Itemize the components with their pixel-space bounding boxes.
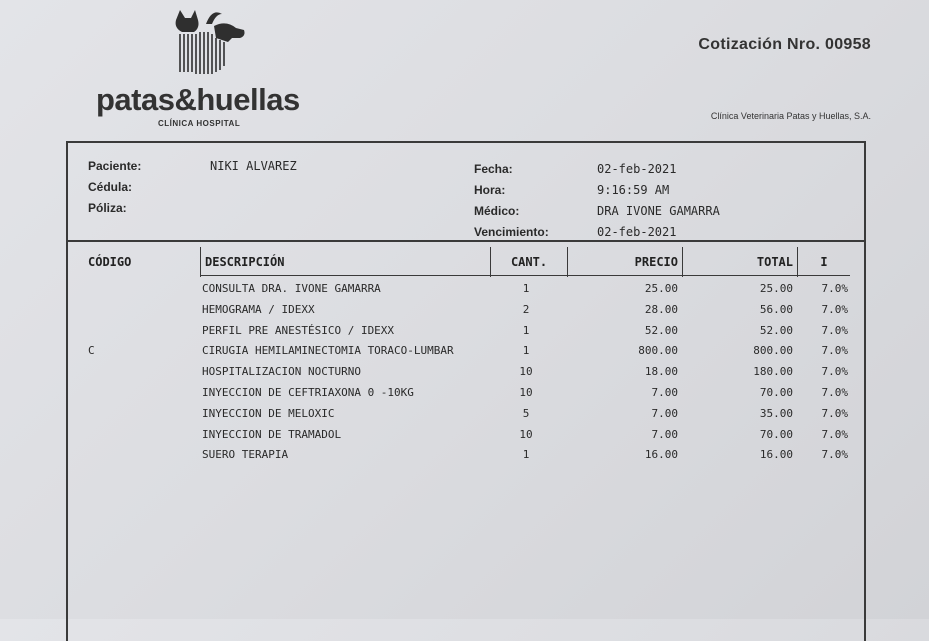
- table-row: [68, 383, 868, 403]
- row-price: 25.00: [644, 282, 678, 295]
- row-description: CONSULTA DRA. IVONE GAMARRA: [202, 282, 381, 295]
- row-description: INYECCION DE MELOXIC: [202, 406, 335, 420]
- table-row: [68, 341, 868, 361]
- col-header-codigo: CÓDIGO: [88, 255, 132, 269]
- row-price: 28.00: [644, 302, 678, 316]
- row-price: 7.00: [651, 386, 678, 399]
- row-total: 70.00: [759, 386, 793, 399]
- clinic-legal-name: Clínica Veterinaria Patas y Huellas, S.A.: [710, 111, 871, 121]
- row-quantity: 1: [522, 448, 530, 462]
- row-description: INYECCION DE TRAMADOL: [202, 427, 342, 441]
- row-total: 35.00: [759, 406, 793, 420]
- fecha-label: Fecha:: [474, 162, 513, 176]
- row-quantity: 1: [522, 323, 530, 337]
- row-total: 180.00: [753, 365, 793, 379]
- row-total: 16.00: [759, 448, 793, 462]
- table-row: [68, 425, 868, 445]
- row-quantity: 1: [522, 344, 530, 358]
- row-price: 18.00: [644, 365, 678, 379]
- row-price: 16.00: [644, 448, 678, 462]
- quote-document-box: [66, 141, 866, 641]
- hora-value: 9:16:59 AM: [597, 183, 670, 197]
- row-description: SUERO TERAPIA: [202, 448, 289, 462]
- hora-label: Hora:: [474, 183, 506, 197]
- col-header-total: TOTAL: [682, 247, 797, 277]
- clinic-logo: [96, 8, 326, 132]
- row-tax: 7.0%: [821, 448, 848, 462]
- cedula-label: Cédula:: [88, 180, 133, 194]
- paciente-value: NIKI ALVAREZ: [210, 159, 297, 173]
- row-price: 7.00: [651, 406, 678, 420]
- col-header-descripcion: DESCRIPCIÓN: [200, 247, 490, 277]
- brand-name: patas&huellas: [96, 82, 300, 117]
- row-quantity: 1: [522, 282, 530, 295]
- col-header-precio: PRECIO: [567, 247, 682, 277]
- row-tax: 7.0%: [821, 365, 848, 379]
- row-quantity: 10: [519, 365, 533, 379]
- medico-label: Médico:: [474, 204, 520, 218]
- row-description: HEMOGRAMA / IDEXX: [202, 302, 315, 316]
- table-row: [68, 279, 868, 299]
- row-total: 70.00: [759, 427, 793, 441]
- row-total: 800.00: [753, 344, 793, 358]
- col-header-cant: CANT.: [490, 247, 567, 277]
- row-tax: 7.0%: [821, 282, 848, 295]
- row-price: 7.00: [651, 427, 678, 441]
- row-description: HOSPITALIZACION NOCTURNO: [202, 365, 361, 379]
- row-price: 800.00: [638, 344, 678, 358]
- medico-value: DRA IVONE GAMARRA: [597, 204, 720, 218]
- row-description: CIRUGIA HEMILAMINECTOMIA TORACO-LUMBAR: [202, 344, 454, 358]
- row-tax: 7.0%: [821, 323, 848, 337]
- row-tax: 7.0%: [821, 386, 848, 399]
- row-total: 56.00: [759, 302, 793, 316]
- row-quantity: 10: [519, 386, 533, 399]
- col-header-i: I: [797, 247, 850, 277]
- header-divider: [68, 240, 864, 242]
- row-price: 52.00: [644, 323, 678, 337]
- row-tax: 7.0%: [821, 427, 848, 441]
- vencimiento-value: 02-feb-2021: [597, 225, 677, 239]
- fecha-value: 02-feb-2021: [597, 162, 677, 176]
- row-total: 25.00: [759, 282, 793, 295]
- brand-subtitle: CLÍNICA HOSPITAL: [158, 119, 241, 128]
- row-tax: 7.0%: [821, 302, 848, 316]
- table-row: [68, 445, 868, 465]
- row-quantity: 10: [519, 427, 533, 441]
- table-header-underline: [200, 275, 850, 276]
- table-row: [68, 404, 868, 424]
- vencimiento-label: Vencimiento:: [474, 225, 549, 239]
- row-description: PERFIL PRE ANESTÉSICO / IDEXX: [202, 323, 395, 337]
- row-tax: 7.0%: [821, 344, 848, 358]
- table-row: [68, 321, 868, 341]
- quote-number-title: Cotización Nro. 00958: [698, 36, 871, 53]
- row-tax: 7.0%: [821, 406, 848, 420]
- dog-cat-logo-icon: [166, 8, 248, 76]
- poliza-label: Póliza:: [88, 201, 127, 215]
- row-quantity: 2: [522, 302, 530, 316]
- row-total: 52.00: [759, 323, 793, 337]
- paciente-label: Paciente:: [88, 159, 142, 173]
- table-row: [68, 362, 868, 382]
- row-code: C: [88, 344, 95, 358]
- row-quantity: 5: [522, 406, 530, 420]
- row-description: INYECCION DE CEFTRIAXONA 0 -10KG: [202, 386, 414, 399]
- table-row: [68, 300, 868, 320]
